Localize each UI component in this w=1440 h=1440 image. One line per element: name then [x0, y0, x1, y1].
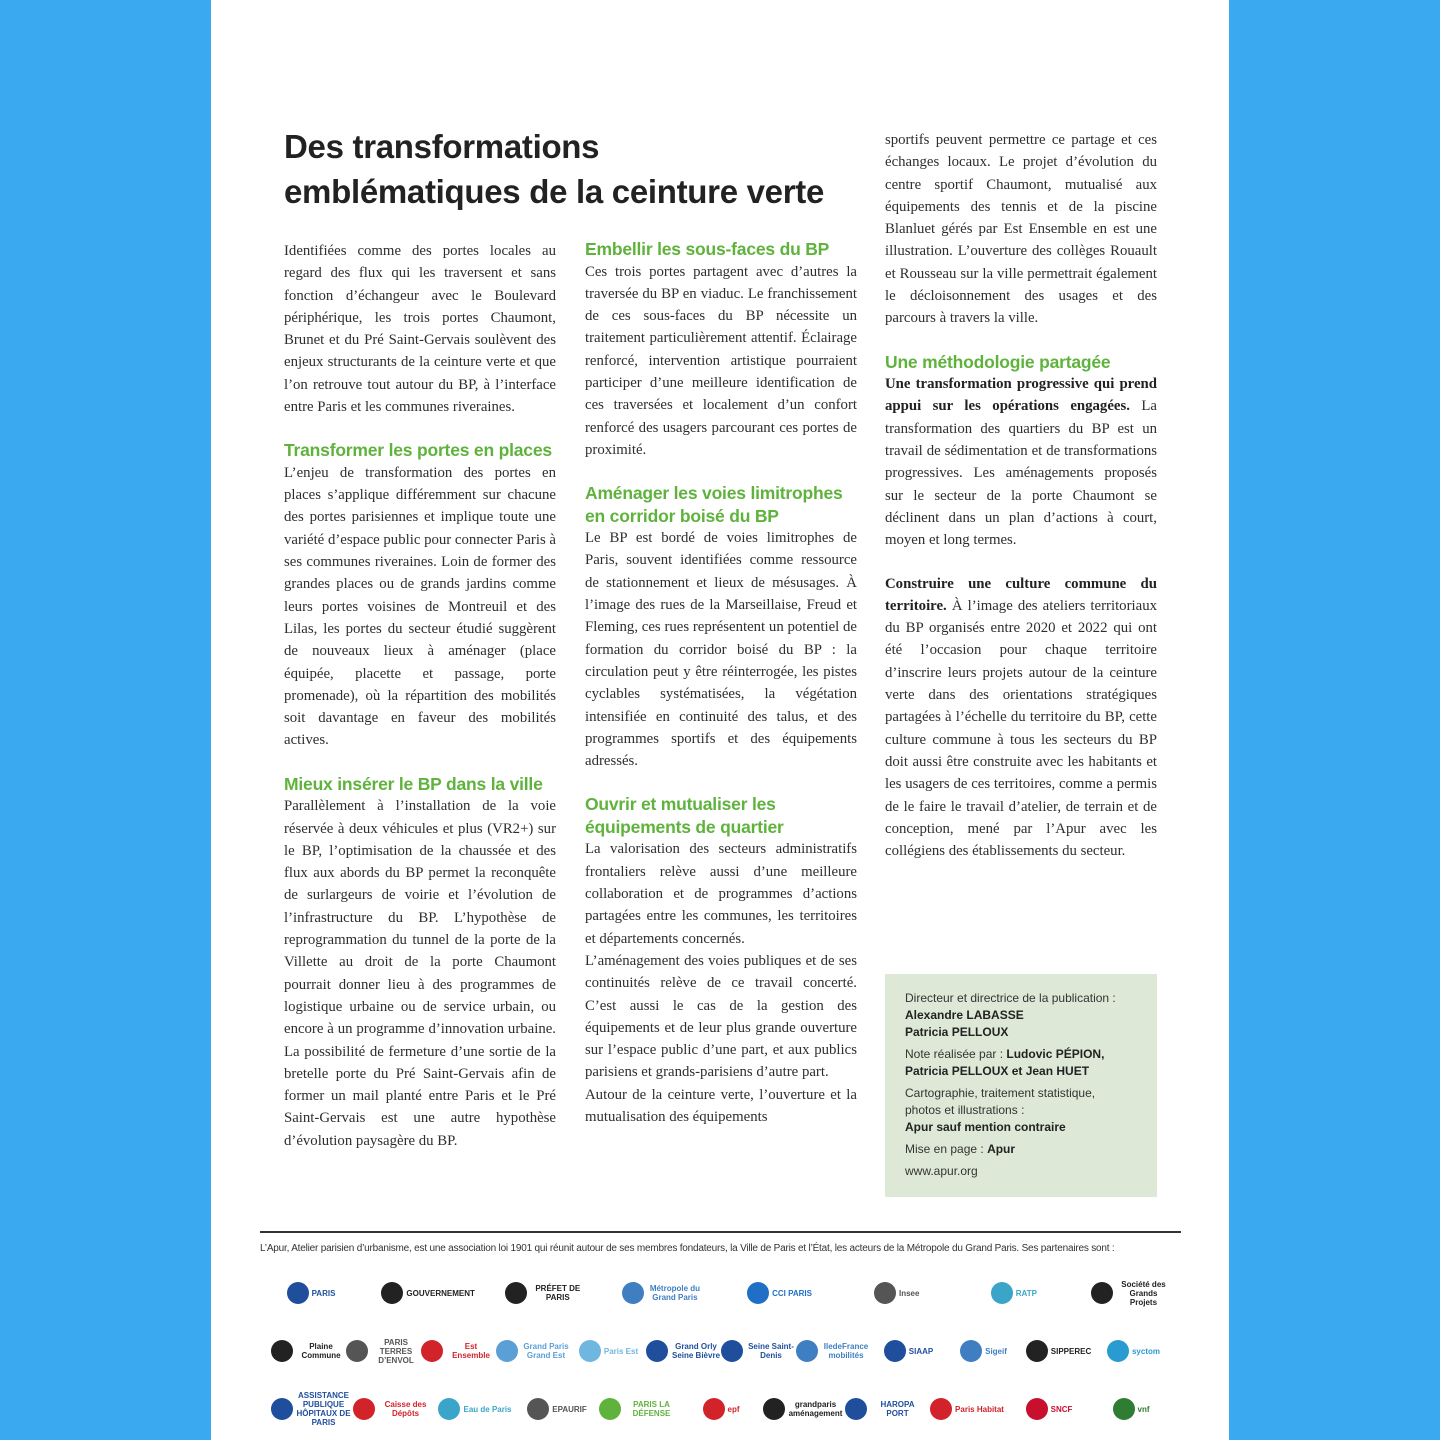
partner-logo: [271, 1329, 346, 1373]
partner-logo: [353, 1387, 433, 1431]
logo-mark-icon: [438, 1398, 460, 1420]
partner-logo: [681, 1387, 761, 1431]
logo-mark-icon: [381, 1282, 403, 1304]
logo-mark-icon: [505, 1282, 527, 1304]
logo-text: Seine Saint-Denis: [748, 1342, 794, 1360]
footer-divider: [260, 1231, 1181, 1233]
credits-carto-label: Cartographie, traitement statistique,: [905, 1086, 1096, 1100]
logo-row: [271, 1322, 1171, 1380]
logo-text: ASSISTANCE PUBLIQUE HÔPITAUX DE PARIS: [296, 1391, 351, 1427]
logo-text: Plaine Commune: [301, 1342, 341, 1360]
credits-carto-label: photos et illustrations :: [905, 1103, 1025, 1117]
credits-director-name: Alexandre LABASSE: [905, 1008, 1024, 1022]
partner-logo: [646, 1329, 721, 1373]
column-1: [284, 240, 556, 1152]
paragraph: Parallèlement à l’installation de la voie réservée à deux véhicules et plus (VR2+) sur le BP, l’optimisation de la chaussée et des flux aux abords du BP permet la reconquête de surlargeurs de voirie et l’évolution de l’infrastructure du BP. L’hypothèse de reprogrammation du tunnel de la porte de la Villette au droit de la porte Chaumont pourrait donner lieu à des programmes de logistique urbaine ou de service urbain, ou encore à un programme d’innovation urbaine. La possibilité de fermeture d’une sortie de la bretelle porte du Pré Saint-Gervais afin de former un mail planté entre Paris et le Pré Saint-Gervais est une autre hypothèse d’évolution paysagère du BP.: [284, 798, 556, 1149]
credits-director-name: Patricia PELLOUX: [905, 1025, 1009, 1039]
partner-logo: [871, 1329, 946, 1373]
logo-row: [271, 1380, 1171, 1438]
column-2: [585, 238, 857, 1128]
logo-mark-icon: [930, 1398, 952, 1420]
document-page: [211, 0, 1229, 1440]
partner-logo: [721, 1329, 796, 1373]
partner-logo: [946, 1329, 1021, 1373]
logo-text: Insee: [898, 1288, 920, 1298]
logo-mark-icon: [353, 1398, 375, 1420]
logo-text: RATP: [1015, 1288, 1037, 1298]
partner-logo: [421, 1329, 496, 1373]
logo-text: Sigeif: [985, 1346, 1007, 1356]
partner-logo: [763, 1387, 843, 1431]
partner-logo: [1096, 1329, 1171, 1373]
logo-text: grandparis aménagement: [788, 1400, 843, 1418]
logo-mark-icon: [527, 1398, 549, 1420]
partner-logo: [1091, 1387, 1171, 1431]
logo-mark-icon: [747, 1282, 769, 1304]
partner-logo: [1091, 1271, 1171, 1315]
partner-logo: [740, 1271, 820, 1315]
logo-mark-icon: [874, 1282, 896, 1304]
logo-text: Société des Grands Projets: [1121, 1279, 1166, 1307]
logo-row: [271, 1264, 1171, 1322]
partner-logo: [346, 1329, 421, 1373]
heading-ouvrir-mutualiser: Ouvrir et mutualiser les équipements de quartier: [585, 794, 784, 837]
logo-mark-icon: [845, 1398, 867, 1420]
credits-layout-label: Mise en page :: [905, 1142, 988, 1156]
logo-mark-icon: [599, 1398, 621, 1420]
logo-text: PRÉFET DE PARIS: [535, 1284, 581, 1302]
body-text: À l’image des ateliers territoriaux du BP organisés entre 2020 et 2022 qui ont été l’occasion pour chaque territoire d’inscrire leurs projets autour de la ceinture verte dans des orientations stratégiques partagées à l’échelle du territoire du BP, cette culture commune à tous les secteurs du BP doit aussi être construite avec les habitants et les usagers de ces territoires, comme a permis de le faire le travail d’atelier, de terrain et de conception, mené par l’Apur avec les collégiens des établissements du secteur.: [885, 597, 1157, 860]
partner-logo: [1009, 1387, 1089, 1431]
logo-text: vnf: [1137, 1404, 1150, 1414]
logo-text: HAROPA PORT: [880, 1400, 915, 1418]
logo-mark-icon: [991, 1282, 1013, 1304]
logo-mark-icon: [579, 1340, 601, 1362]
credits-box: [885, 974, 1157, 1197]
partner-logo: [857, 1271, 937, 1315]
lead-text: Une transformation progressive qui prend appui sur les opérations engagées.: [885, 376, 1157, 415]
credits-website-link[interactable]: www.apur.org: [905, 1164, 978, 1178]
partner-logo: [974, 1271, 1054, 1315]
paragraph: Ces trois portes partagent avec d’autres la traversée du BP en viaduc. Le franchissement de ces sous-faces du BP nécessite un traitement particulièrement attentif. Éclairage renforcé, intervention artistique pourraient participer d’une meilleure identification de ces traversées et localement d’un confort renforcé des usagers parcourant ces portes de proximité.: [585, 263, 857, 458]
logo-text: Grand Orly Seine Bièvre: [671, 1342, 721, 1360]
partner-logo: [435, 1387, 515, 1431]
page-title: Des transformations emblématiques de la ceinture verte: [284, 128, 825, 210]
paragraph: L’aménagement des voies publiques et de ses continuités relève de ce travail concerté. C’est aussi le cas de la gestion des équipements et de leur plus grande ouverture sur l’espace public d’une part, et aux publics parisiens et grands-parisiens d’autre part.: [585, 952, 857, 1081]
logo-text: SIPPEREC: [1050, 1346, 1092, 1356]
heading-methodologie: Une méthodologie partagée: [885, 351, 1111, 372]
partner-logo: [496, 1329, 571, 1373]
logo-text: GOUVERNEMENT: [406, 1288, 475, 1298]
logo-mark-icon: [271, 1340, 293, 1362]
heading-amenager-voies: Aménager les voies limitrophes en corridor boisé du BP: [585, 483, 843, 526]
credits-carto-value: Apur sauf mention contraire: [905, 1120, 1066, 1134]
partner-logo: [927, 1387, 1007, 1431]
logo-text: PARIS LA DÉFENSE: [632, 1400, 671, 1418]
credits-note-author: Patricia PELLOUX et Jean HUET: [905, 1064, 1090, 1078]
logo-mark-icon: [346, 1340, 368, 1362]
logo-text: SIAAP: [908, 1346, 934, 1356]
partner-logo: [571, 1329, 646, 1373]
logo-mark-icon: [421, 1340, 443, 1362]
logo-mark-icon: [960, 1340, 982, 1362]
intro-paragraph: Identifiées comme des portes locales au regard des flux qui les traversent et sans fonction d’échangeur avec le Boulevard périphérique, les trois portes Chaumont, Brunet et du Pré Saint-Gervais soulèvent des enjeux structurants de la ceinture verte et que l’on retrouve tout autour du BP, à l’interface entre Paris et les communes riveraines.: [284, 243, 556, 416]
partner-logo: [505, 1271, 585, 1315]
logo-mark-icon: [1026, 1398, 1048, 1420]
paragraph: L’enjeu de transformation des portes en places s’applique différemment sur chacune des portes parisiennes et implique toute une variété d’espace public pour connecter Paris à ses communes riveraines. Loin de former des grandes places ou de grands jardins comme leurs portes voisines de Montreuil et des Lilas, les portes du secteur étudié suggèrent de nouveaux lieux à aménager (place équipée, placette et passage, porte promenade), où la répartition des mobilités soit davantage en faveur des mobilités actives.: [284, 464, 556, 749]
credits-layout-value: Apur: [987, 1142, 1016, 1156]
paragraph: sportifs peuvent permettre ce partage et ces échanges locaux. Le projet d’évolution du centre sportif Chaumont, mutualisé aux équipements des tennis et de la piscine Blanluet gérés par Est Ensemble en est une illustration. L’ouverture des collèges Rouault et Rousseau sur la ville permettrait également le décloisonnement des usages et des parcours à travers la ville.: [885, 132, 1157, 327]
heading-embellir: Embellir les sous-faces du BP: [585, 239, 830, 259]
partner-logo: [796, 1329, 871, 1373]
partner-logo: [517, 1387, 597, 1431]
logo-text: Paris Habitat: [955, 1404, 1004, 1414]
logo-mark-icon: [622, 1282, 644, 1304]
paragraph: [885, 573, 1157, 863]
partner-logo: [622, 1271, 702, 1315]
logo-mark-icon: [1091, 1282, 1113, 1304]
paragraph: La valorisation des secteurs administratifs frontaliers relève aussi d’une meilleure collaboration et de programmes d’actions partagées entre les communes, les territoires et départements concernés.: [585, 841, 857, 947]
logo-mark-icon: [796, 1340, 818, 1362]
logo-mark-icon: [763, 1398, 785, 1420]
logo-mark-icon: [646, 1340, 668, 1362]
credits-note-author: Ludovic PÉPION,: [1006, 1047, 1105, 1061]
logo-text: Caisse des Dépôts: [384, 1400, 427, 1418]
footer-partners-text: L’Apur, Atelier parisien d’urbanisme, est une association loi 1901 qui réunit autour de ses membres fondateurs, la Ville de Paris et l’État, les acteurs de la Métropole du Grand Paris. Ses partenaires sont :: [260, 1243, 1115, 1254]
logo-mark-icon: [496, 1340, 518, 1362]
logo-text: IledeFrance mobilités: [823, 1342, 869, 1360]
partner-logo: [1021, 1329, 1096, 1373]
logo-text: PARIS: [311, 1288, 336, 1298]
logo-mark-icon: [884, 1340, 906, 1362]
heading-transformer-portes: Transformer les portes en places: [284, 440, 552, 461]
logo-text: SNCF: [1050, 1404, 1073, 1414]
logo-text: Est Ensemble: [452, 1342, 490, 1360]
logo-mark-icon: [1026, 1340, 1048, 1362]
heading-mieux-inserer: Mieux insérer le BP dans la ville: [284, 773, 543, 794]
logo-text: Paris Est: [603, 1346, 639, 1356]
lead-text: Construire une culture commune du territoire.: [885, 575, 1157, 614]
logo-mark-icon: [1107, 1340, 1129, 1362]
partner-logos: [271, 1264, 1171, 1438]
logo-mark-icon: [271, 1398, 293, 1420]
body-text: La transformation des quartiers du BP est un travail de sédimentation et de transformations progressives. Les aménagements proposés sur le secteur de la porte Chaumont se déclinent dans un plan d’actions à court, moyen et long termes.: [885, 398, 1158, 549]
logo-mark-icon: [287, 1282, 309, 1304]
partner-logo: [845, 1387, 925, 1431]
partner-logo: [599, 1387, 679, 1431]
paragraph: Autour de la ceinture verte, l’ouverture et la mutualisation des équipements: [585, 1086, 857, 1125]
partner-logo: [271, 1387, 351, 1431]
logo-mark-icon: [1113, 1398, 1135, 1420]
column-3: [885, 129, 1157, 862]
logo-mark-icon: [703, 1398, 725, 1420]
logo-text: epf: [727, 1404, 740, 1414]
logo-text: syctom: [1131, 1346, 1160, 1356]
logo-text: EPAURIF: [552, 1404, 587, 1414]
logo-text: PARIS TERRES D’ENVOL: [378, 1337, 414, 1365]
paragraph: Le BP est bordé de voies limitrophes de Paris, souvent identifiées comme ressource de stationnement et lieux de mésusages. À l’image des rues de la Marseillaise, Freud et Fleming, ces rues représentent un potentiel de formation du corridor boisé du BP : la circulation peut y être réinterrogée, les pistes cyclables systématisées, la végétation intensifiée en continuité des talus, et des programmes sportifs et des équipements adressés.: [585, 530, 857, 770]
credits-director-label: Directeur et directrice de la publication :: [905, 991, 1116, 1005]
logo-text: Grand Paris Grand Est: [523, 1342, 569, 1360]
credits-note-label: Note réalisée par :: [905, 1047, 1007, 1061]
partner-logo: [388, 1271, 475, 1315]
partner-logo: [271, 1271, 351, 1315]
logo-text: Eau de Paris: [463, 1404, 512, 1414]
logo-mark-icon: [721, 1340, 743, 1362]
logo-text: Métropole du Grand Paris: [649, 1284, 701, 1302]
logo-text: CCI PARIS: [772, 1288, 812, 1298]
paragraph: [885, 373, 1157, 551]
